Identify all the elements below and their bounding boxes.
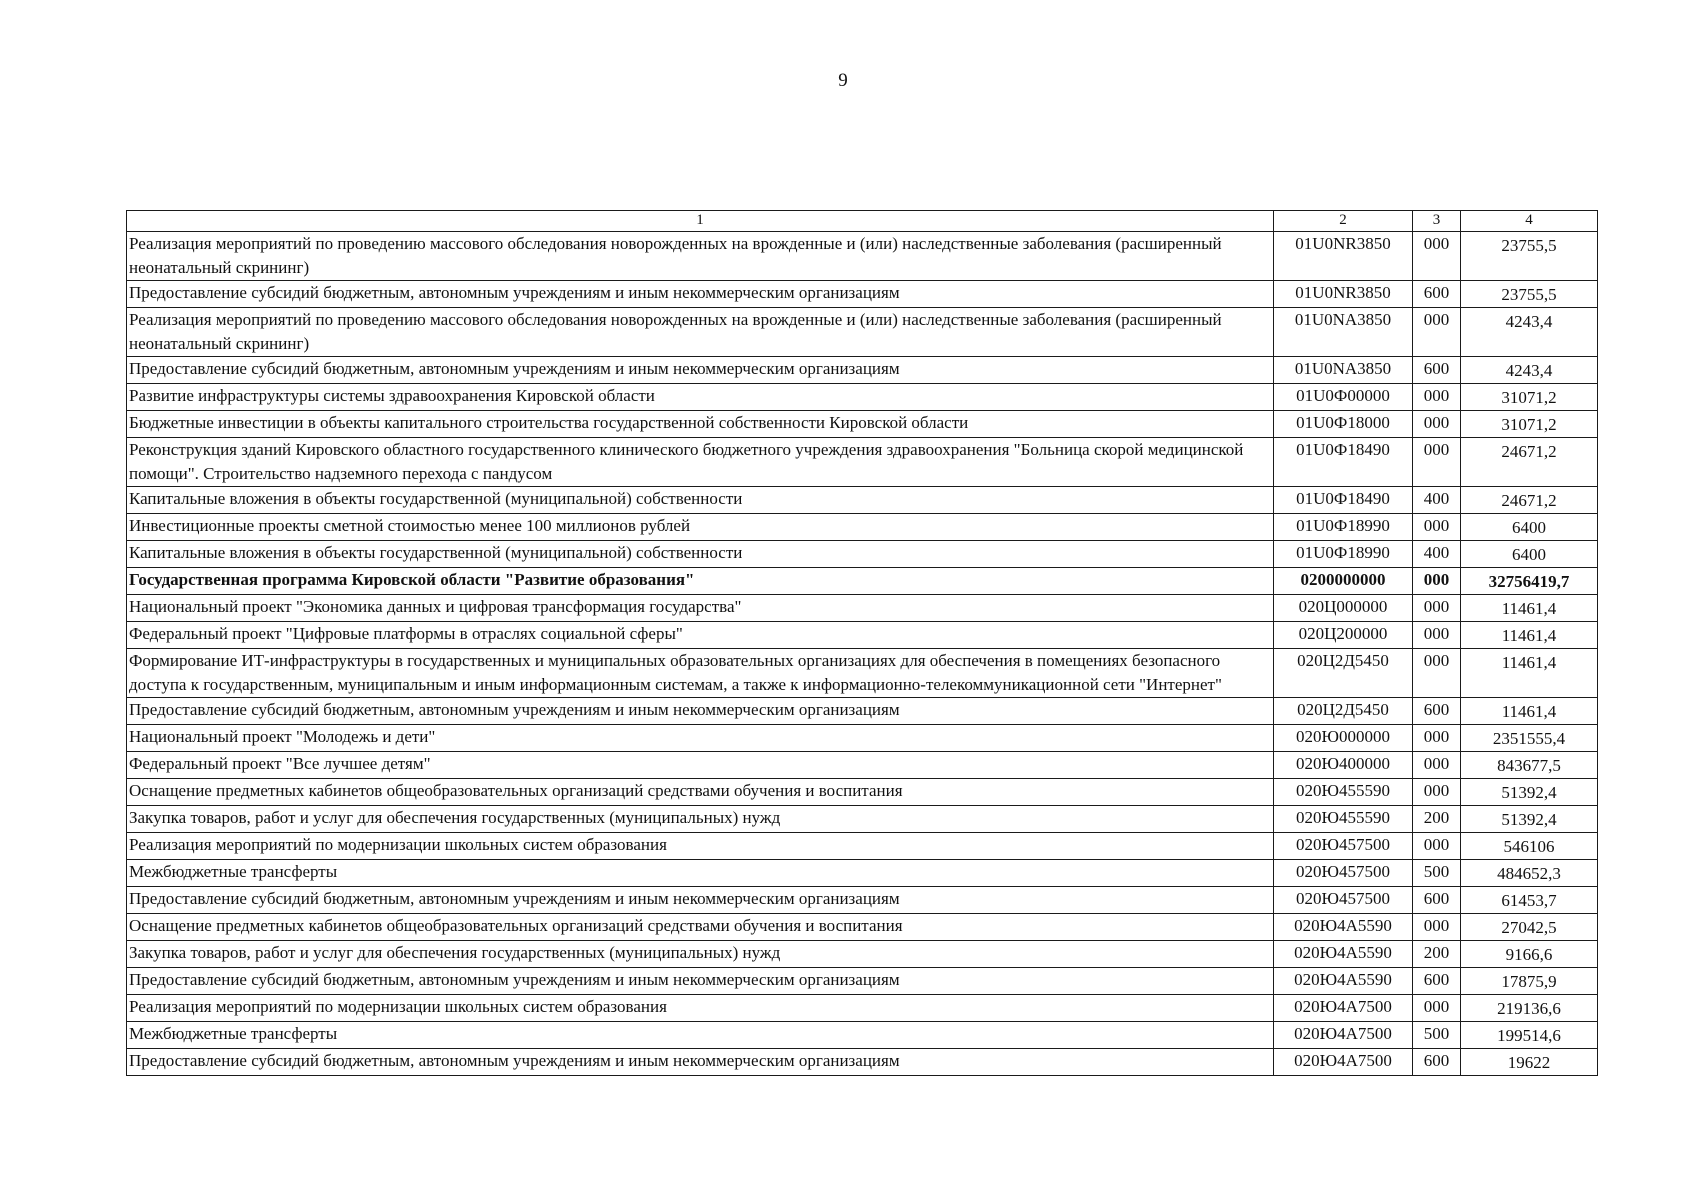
row-sum-cell: 4243,4 bbox=[1461, 308, 1598, 357]
table-row bbox=[127, 514, 1598, 541]
table-row bbox=[127, 752, 1598, 779]
row-name-cell: Оснащение предметных кабинетов общеобразовательных организаций средствами обучения и воспитания bbox=[127, 779, 1274, 806]
row-code-cell: 01U0Ф18990 bbox=[1274, 514, 1413, 541]
row-type-cell: 000 bbox=[1413, 438, 1461, 487]
row-type-cell: 600 bbox=[1413, 281, 1461, 308]
row-code-cell: 020Ю4А5590 bbox=[1274, 914, 1413, 941]
table-row bbox=[127, 622, 1598, 649]
row-name-cell: Национальный проект "Экономика данных и цифровая трансформация государства" bbox=[127, 595, 1274, 622]
row-sum-cell: 11461,4 bbox=[1461, 622, 1598, 649]
table-row bbox=[127, 779, 1598, 806]
row-sum-cell: 6400 bbox=[1461, 541, 1598, 568]
row-sum-cell: 24671,2 bbox=[1461, 487, 1598, 514]
table-body bbox=[127, 232, 1598, 1076]
row-sum-cell: 31071,2 bbox=[1461, 411, 1598, 438]
table-row bbox=[127, 232, 1598, 281]
row-type-cell: 000 bbox=[1413, 411, 1461, 438]
row-sum-cell: 843677,5 bbox=[1461, 752, 1598, 779]
table-row bbox=[127, 1049, 1598, 1076]
row-type-cell: 600 bbox=[1413, 1049, 1461, 1076]
row-type-cell: 400 bbox=[1413, 487, 1461, 514]
table-row bbox=[127, 281, 1598, 308]
row-code-cell: 020Ю455590 bbox=[1274, 806, 1413, 833]
row-type-cell: 000 bbox=[1413, 308, 1461, 357]
table-row bbox=[127, 357, 1598, 384]
table-row bbox=[127, 941, 1598, 968]
row-code-cell: 01U0Ф18990 bbox=[1274, 541, 1413, 568]
table-row bbox=[127, 698, 1598, 725]
row-name-cell: Предоставление субсидий бюджетным, автономным учреждениям и иным некоммерческим организациям bbox=[127, 698, 1274, 725]
row-code-cell: 020Ц2Д5450 bbox=[1274, 698, 1413, 725]
row-code-cell: 020Ю457500 bbox=[1274, 860, 1413, 887]
row-type-cell: 000 bbox=[1413, 914, 1461, 941]
row-name-cell: Формирование ИТ-инфраструктуры в государственных и муниципальных образовательных организациях для обеспечения в помещениях безопасного доступа к государственным, муниципальным и иным информационным системам, а также к информационно-телекоммуникационной сети "Интернет" bbox=[127, 649, 1274, 698]
row-sum-cell: 31071,2 bbox=[1461, 384, 1598, 411]
row-type-cell: 400 bbox=[1413, 541, 1461, 568]
row-name-cell: Федеральный проект "Цифровые платформы в отраслях социальной сферы" bbox=[127, 622, 1274, 649]
row-type-cell: 000 bbox=[1413, 649, 1461, 698]
row-sum-cell: 24671,2 bbox=[1461, 438, 1598, 487]
row-sum-cell: 51392,4 bbox=[1461, 806, 1598, 833]
budget-table bbox=[126, 210, 1598, 1076]
row-code-cell: 020Ц000000 bbox=[1274, 595, 1413, 622]
row-sum-cell: 546106 bbox=[1461, 833, 1598, 860]
table-row bbox=[127, 568, 1598, 595]
row-type-cell: 000 bbox=[1413, 833, 1461, 860]
row-type-cell: 600 bbox=[1413, 968, 1461, 995]
row-code-cell: 0200000000 bbox=[1274, 568, 1413, 595]
row-name-cell: Предоставление субсидий бюджетным, автономным учреждениям и иным некоммерческим организациям bbox=[127, 357, 1274, 384]
row-name-cell: Национальный проект "Молодежь и дети" bbox=[127, 725, 1274, 752]
row-code-cell: 020Ц200000 bbox=[1274, 622, 1413, 649]
row-sum-cell: 19622 bbox=[1461, 1049, 1598, 1076]
table-row bbox=[127, 308, 1598, 357]
header-col-2: 2 bbox=[1274, 211, 1413, 232]
row-code-cell: 020Ц2Д5450 bbox=[1274, 649, 1413, 698]
table-row bbox=[127, 995, 1598, 1022]
table-row bbox=[127, 411, 1598, 438]
row-name-cell: Государственная программа Кировской области "Развитие образования" bbox=[127, 568, 1274, 595]
row-code-cell: 01U0Ф18490 bbox=[1274, 438, 1413, 487]
table-row bbox=[127, 541, 1598, 568]
row-code-cell: 01U0Ф18000 bbox=[1274, 411, 1413, 438]
row-type-cell: 000 bbox=[1413, 514, 1461, 541]
row-sum-cell: 61453,7 bbox=[1461, 887, 1598, 914]
row-type-cell: 500 bbox=[1413, 1022, 1461, 1049]
table-row bbox=[127, 725, 1598, 752]
table-row bbox=[127, 968, 1598, 995]
row-name-cell: Федеральный проект "Все лучшее детям" bbox=[127, 752, 1274, 779]
row-type-cell: 200 bbox=[1413, 806, 1461, 833]
row-code-cell: 020Ю457500 bbox=[1274, 833, 1413, 860]
row-code-cell: 020Ю4А7500 bbox=[1274, 1022, 1413, 1049]
row-name-cell: Инвестиционные проекты сметной стоимостью менее 100 миллионов рублей bbox=[127, 514, 1274, 541]
row-code-cell: 020Ю457500 bbox=[1274, 887, 1413, 914]
table-row bbox=[127, 833, 1598, 860]
row-name-cell: Оснащение предметных кабинетов общеобразовательных организаций средствами обучения и воспитания bbox=[127, 914, 1274, 941]
row-sum-cell: 32756419,7 bbox=[1461, 568, 1598, 595]
row-code-cell: 020Ю400000 bbox=[1274, 752, 1413, 779]
row-name-cell: Предоставление субсидий бюджетным, автономным учреждениям и иным некоммерческим организациям bbox=[127, 887, 1274, 914]
table-row bbox=[127, 438, 1598, 487]
row-type-cell: 600 bbox=[1413, 887, 1461, 914]
page-number: 9 bbox=[838, 70, 848, 91]
row-name-cell: Бюджетные инвестиции в объекты капитального строительства государственной собственности Кировской области bbox=[127, 411, 1274, 438]
row-name-cell: Межбюджетные трансферты bbox=[127, 860, 1274, 887]
row-name-cell: Реконструкция зданий Кировского областного государственного клинического бюджетного учреждения здравоохранения "Больница скорой медицинской помощи". Строительство надземного перехода с пандусом bbox=[127, 438, 1274, 487]
row-type-cell: 000 bbox=[1413, 384, 1461, 411]
table-header-row bbox=[127, 211, 1598, 232]
row-type-cell: 000 bbox=[1413, 725, 1461, 752]
row-name-cell: Предоставление субсидий бюджетным, автономным учреждениям и иным некоммерческим организациям bbox=[127, 281, 1274, 308]
row-type-cell: 000 bbox=[1413, 595, 1461, 622]
table-row bbox=[127, 595, 1598, 622]
table-row bbox=[127, 860, 1598, 887]
row-sum-cell: 4243,4 bbox=[1461, 357, 1598, 384]
header-col-3: 3 bbox=[1413, 211, 1461, 232]
row-sum-cell: 219136,6 bbox=[1461, 995, 1598, 1022]
row-name-cell: Реализация мероприятий по проведению массового обследования новорожденных на врожденные и (или) наследственные заболевания (расширенный неонатальный скрининг) bbox=[127, 308, 1274, 357]
row-sum-cell: 484652,3 bbox=[1461, 860, 1598, 887]
row-name-cell: Реализация мероприятий по модернизации школьных систем образования bbox=[127, 833, 1274, 860]
row-code-cell: 020Ю000000 bbox=[1274, 725, 1413, 752]
row-type-cell: 600 bbox=[1413, 357, 1461, 384]
row-sum-cell: 27042,5 bbox=[1461, 914, 1598, 941]
table-row bbox=[127, 914, 1598, 941]
row-sum-cell: 11461,4 bbox=[1461, 698, 1598, 725]
row-type-cell: 500 bbox=[1413, 860, 1461, 887]
row-name-cell: Капитальные вложения в объекты государственной (муниципальной) собственности bbox=[127, 487, 1274, 514]
table-row bbox=[127, 649, 1598, 698]
row-sum-cell: 23755,5 bbox=[1461, 281, 1598, 308]
row-code-cell: 01U0Ф18490 bbox=[1274, 487, 1413, 514]
row-sum-cell: 23755,5 bbox=[1461, 232, 1598, 281]
row-sum-cell: 11461,4 bbox=[1461, 595, 1598, 622]
row-sum-cell: 9166,6 bbox=[1461, 941, 1598, 968]
row-type-cell: 000 bbox=[1413, 568, 1461, 595]
row-code-cell: 020Ю4А5590 bbox=[1274, 968, 1413, 995]
row-name-cell: Капитальные вложения в объекты государственной (муниципальной) собственности bbox=[127, 541, 1274, 568]
row-code-cell: 01U0NR3850 bbox=[1274, 281, 1413, 308]
row-code-cell: 01U0Ф00000 bbox=[1274, 384, 1413, 411]
row-sum-cell: 199514,6 bbox=[1461, 1022, 1598, 1049]
row-name-cell: Предоставление субсидий бюджетным, автономным учреждениям и иным некоммерческим организациям bbox=[127, 968, 1274, 995]
header-col-4: 4 bbox=[1461, 211, 1598, 232]
row-name-cell: Развитие инфраструктуры системы здравоохранения Кировской области bbox=[127, 384, 1274, 411]
row-code-cell: 020Ю4А5590 bbox=[1274, 941, 1413, 968]
row-name-cell: Межбюджетные трансферты bbox=[127, 1022, 1274, 1049]
row-sum-cell: 6400 bbox=[1461, 514, 1598, 541]
table-row bbox=[127, 384, 1598, 411]
row-sum-cell: 17875,9 bbox=[1461, 968, 1598, 995]
row-name-cell: Предоставление субсидий бюджетным, автономным учреждениям и иным некоммерческим организациям bbox=[127, 1049, 1274, 1076]
header-col-1: 1 bbox=[127, 211, 1274, 232]
row-code-cell: 020Ю4А7500 bbox=[1274, 995, 1413, 1022]
row-type-cell: 000 bbox=[1413, 779, 1461, 806]
row-type-cell: 200 bbox=[1413, 941, 1461, 968]
row-name-cell: Закупка товаров, работ и услуг для обеспечения государственных (муниципальных) нужд bbox=[127, 941, 1274, 968]
row-name-cell: Закупка товаров, работ и услуг для обеспечения государственных (муниципальных) нужд bbox=[127, 806, 1274, 833]
table-row bbox=[127, 806, 1598, 833]
row-sum-cell: 51392,4 bbox=[1461, 779, 1598, 806]
table-row bbox=[127, 487, 1598, 514]
row-type-cell: 000 bbox=[1413, 752, 1461, 779]
row-name-cell: Реализация мероприятий по модернизации школьных систем образования bbox=[127, 995, 1274, 1022]
budget-table-wrapper bbox=[126, 210, 1597, 1076]
row-code-cell: 020Ю455590 bbox=[1274, 779, 1413, 806]
row-type-cell: 600 bbox=[1413, 698, 1461, 725]
row-sum-cell: 2351555,4 bbox=[1461, 725, 1598, 752]
row-sum-cell: 11461,4 bbox=[1461, 649, 1598, 698]
row-code-cell: 020Ю4А7500 bbox=[1274, 1049, 1413, 1076]
row-type-cell: 000 bbox=[1413, 995, 1461, 1022]
row-name-cell: Реализация мероприятий по проведению массового обследования новорожденных на врожденные и (или) наследственные заболевания (расширенный неонатальный скрининг) bbox=[127, 232, 1274, 281]
table-row bbox=[127, 1022, 1598, 1049]
row-code-cell: 01U0NA3850 bbox=[1274, 308, 1413, 357]
row-type-cell: 000 bbox=[1413, 232, 1461, 281]
row-code-cell: 01U0NR3850 bbox=[1274, 232, 1413, 281]
table-row bbox=[127, 887, 1598, 914]
row-type-cell: 000 bbox=[1413, 622, 1461, 649]
row-code-cell: 01U0NA3850 bbox=[1274, 357, 1413, 384]
